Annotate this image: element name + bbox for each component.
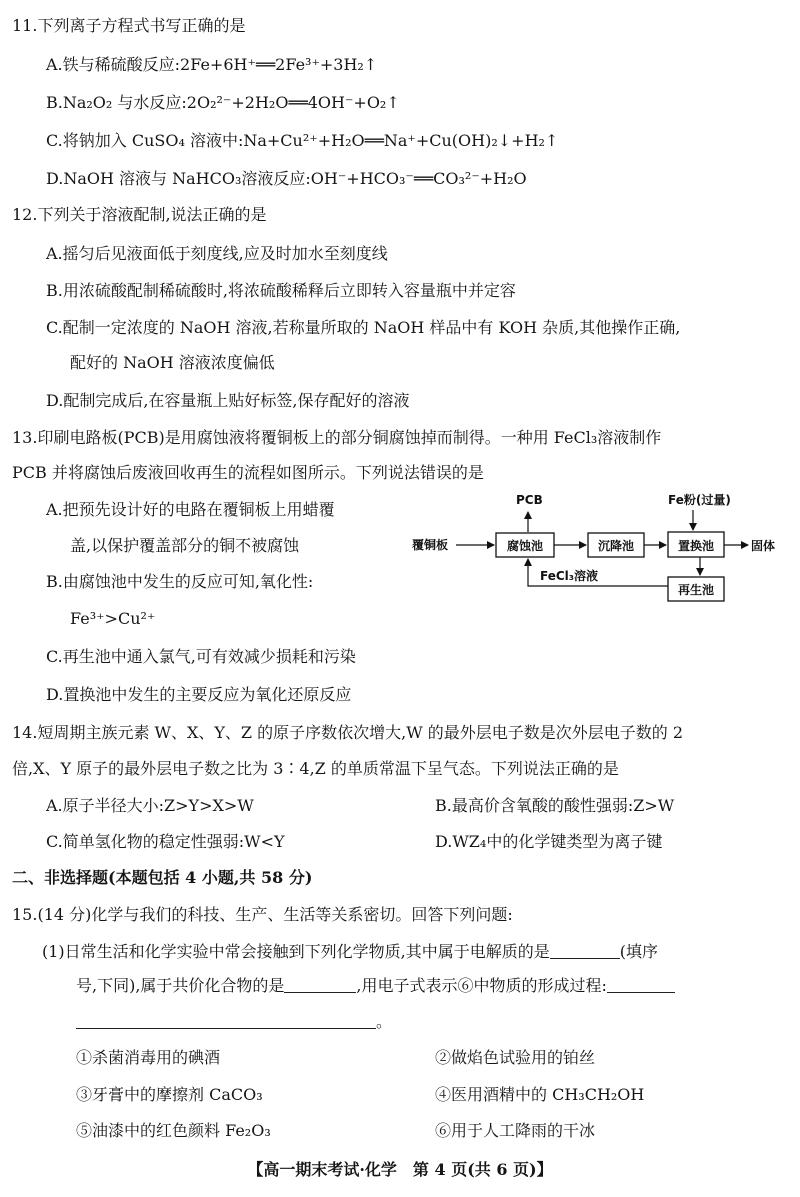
- q15-item-3: ③牙膏中的摩擦剂 CaCO₃: [76, 1085, 263, 1104]
- answer-blank-covalent[interactable]: [284, 974, 356, 993]
- q12-option-c-line1: C.配制一定浓度的 NaOH 溶液,若称量所取的 NaOH 样品中有 KOH 杂质,其他操作正确,: [46, 318, 681, 337]
- q15-part1-text-d: ,用电子式表示⑥中物质的形成过程:: [356, 976, 607, 995]
- diagram-label-solid: 固体: [751, 539, 776, 553]
- q13-option-c: C.再生池中通入氯气,可有效减少损耗和污染: [46, 647, 356, 666]
- q14-option-b: B.最高价含氧酸的酸性强弱:Z>W: [435, 796, 675, 815]
- q13-stem-line2: PCB 并将腐蚀后废液回收再生的流程如图所示。下列说法错误的是: [12, 463, 484, 482]
- q14-stem-line2: 倍,X、Y 原子的最外层电子数之比为 3∶4,Z 的单质常温下呈气态。下列说法正确的是: [12, 759, 619, 778]
- answer-blank-formation-process[interactable]: [76, 1010, 376, 1029]
- q15-item-1: ①杀菌消毒用的碘酒: [76, 1048, 221, 1067]
- q15-part1-line2: [76, 974, 675, 998]
- q14-option-c: C.简单氢化物的稳定性强弱:W<Y: [46, 832, 285, 851]
- q13-option-a-line1: A.把预先设计好的电路在覆铜板上用蜡覆: [46, 500, 335, 519]
- page-footer: 【高一期末考试·化学 第 4 页(共 6 页)】: [247, 1160, 553, 1179]
- diagram-label-corrosion-tank: 腐蚀池: [507, 539, 544, 553]
- pcb-process-flow-diagram: [410, 488, 790, 604]
- diagram-label-fecl3-solution: FeCl₃溶液: [540, 569, 599, 583]
- q15-part1-line1: [42, 940, 658, 964]
- q11-option-b: B.Na₂O₂ 与水反应:2O₂²⁻+2H₂O══4OH⁻+O₂↑: [46, 93, 400, 112]
- q15-item-5: ⑤油漆中的红色颜料 Fe₂O₃: [76, 1121, 271, 1140]
- q15-part1-text-a: (1)日常生活和化学实验中常会接触到下列化学物质,其中属于电解质的是: [42, 942, 550, 961]
- q12-stem: 12.下列关于溶液配制,说法正确的是: [12, 205, 267, 224]
- q15-part1-line3: [76, 1010, 392, 1034]
- diagram-label-replacement-tank: 置换池: [678, 539, 715, 553]
- diagram-label-regeneration-tank: 再生池: [678, 583, 715, 597]
- q11-option-a: A.铁与稀硫酸反应:2Fe+6H⁺══2Fe³⁺+3H₂↑: [46, 55, 378, 74]
- q12-option-d: D.配制完成后,在容量瓶上贴好标签,保存配好的溶液: [46, 391, 410, 410]
- q14-stem-line1: 14.短周期主族元素 W、X、Y、Z 的原子序数依次增大,W 的最外层电子数是次外层电子数的 2: [12, 723, 684, 742]
- diagram-label-fe-powder: Fe粉(过量): [668, 493, 731, 507]
- section-heading: 二、非选择题(本题包括 4 小题,共 58 分): [12, 868, 313, 887]
- q13-option-a-line2: 盖,以保护覆盖部分的铜不被腐蚀: [70, 536, 300, 555]
- q12-option-b: B.用浓硫酸配制稀硫酸时,将浓硫酸稀释后立即转入容量瓶中并定容: [46, 281, 516, 300]
- q15-stem: 15.(14 分)化学与我们的科技、生产、生活等关系密切。回答下列问题:: [12, 905, 513, 924]
- answer-blank-formation-start[interactable]: [607, 974, 675, 993]
- diagram-label-settling-tank: 沉降池: [598, 539, 635, 553]
- diagram-label-pcb: PCB: [516, 493, 543, 507]
- q11-option-d: D.NaOH 溶液与 NaHCO₃溶液反应:OH⁻+HCO₃⁻══CO₃²⁻+H₂O: [46, 169, 527, 188]
- q15-item-2: ②做焰色试验用的铂丝: [435, 1048, 596, 1067]
- q15-part1-text-c: 号,下同),属于共价化合物的是: [76, 976, 285, 995]
- q15-item-6: ⑥用于人工降雨的干冰: [435, 1121, 596, 1140]
- q12-option-a: A.摇匀后见液面低于刻度线,应及时加水至刻度线: [46, 244, 388, 263]
- q15-part1-end: 。: [376, 1012, 393, 1031]
- q13-option-b-line1: B.由腐蚀池中发生的反应可知,氧化性:: [46, 572, 314, 591]
- q14-option-a: A.原子半径大小:Z>Y>X>W: [46, 796, 254, 815]
- q11-stem: 11.下列离子方程式书写正确的是: [12, 16, 246, 35]
- q13-option-b-line2: Fe³⁺>Cu²⁺: [70, 609, 156, 628]
- q15-part1-text-b: (填序: [619, 942, 659, 961]
- q15-item-4: ④医用酒精中的 CH₃CH₂OH: [435, 1085, 645, 1104]
- q13-stem-line1: 13.印刷电路板(PCB)是用腐蚀液将覆铜板上的部分铜腐蚀掉而制得。一种用 FeCl₃溶液制作: [12, 428, 662, 447]
- q11-option-c: C.将钠加入 CuSO₄ 溶液中:Na+Cu²⁺+H₂O══Na⁺+Cu(OH)₂↓+H₂↑: [46, 131, 559, 150]
- answer-blank-electrolyte[interactable]: [550, 940, 620, 959]
- q12-option-c-line2: 配好的 NaOH 溶液浓度偏低: [70, 353, 275, 372]
- diagram-label-copper-board: 覆铜板: [412, 538, 449, 552]
- q13-option-d: D.置换池中发生的主要反应为氧化还原反应: [46, 685, 352, 704]
- q14-option-d: D.WZ₄中的化学键类型为离子键: [435, 832, 663, 851]
